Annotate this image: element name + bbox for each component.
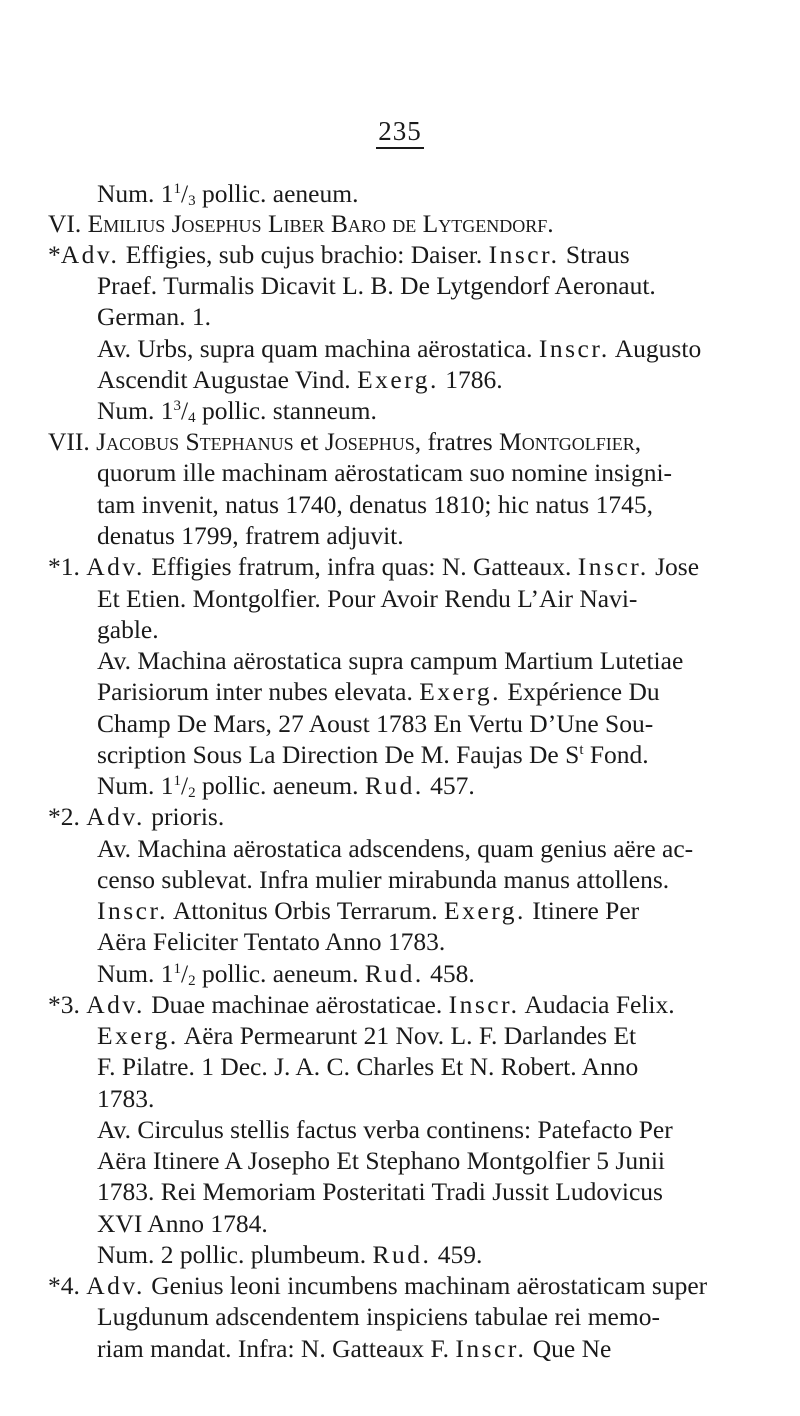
text-run: *2. — [48, 802, 87, 831]
text-run: Et Etien. Montgolfier. Pour Avoir Rendu L’Air Navi- — [97, 584, 638, 613]
text-run: gable. — [97, 615, 159, 644]
text-line — [97, 365, 503, 395]
text-line — [97, 334, 701, 364]
page-number: 235 — [0, 116, 800, 147]
text-run: Attonitus Orbis Terrarum. — [167, 896, 445, 925]
text-run: Audacia Felix. — [519, 990, 675, 1019]
text-run: * — [48, 240, 61, 269]
text-run: Num. 1 — [97, 179, 174, 208]
text-run: Exerg. — [357, 365, 439, 394]
text-line — [97, 1146, 665, 1176]
text-run: Josephus — [324, 427, 415, 456]
text-line — [97, 1021, 636, 1051]
text-run: Effigies, sub cujus brachio: Daiser. — [119, 240, 489, 269]
text-run: Adv. — [86, 990, 145, 1019]
text-run: Inscr. — [538, 334, 610, 363]
text-run: 457. — [423, 771, 475, 800]
text-run: Inscr. — [97, 896, 168, 925]
text-run: 1786. — [438, 365, 503, 394]
text-run: Parisiorum inter nubes elevata. — [97, 677, 420, 706]
text-line — [97, 646, 683, 676]
text-run: pollic. aeneum. — [195, 771, 365, 800]
text-run: 459. — [431, 1240, 483, 1269]
text-run: riam mandat. Infra: N. Gatteaux F. — [97, 1334, 456, 1363]
text-run: Effigies fratrum, infra quas: N. Gatteaux. — [144, 552, 578, 581]
text-run: Num. 2 pollic. plumbeum. — [97, 1240, 373, 1269]
text-line — [97, 865, 669, 895]
text-run: German. 1. — [97, 302, 212, 331]
text-run: Champ De Mars, 27 Aoust 1783 En Vertu D’Une Sou- — [97, 709, 654, 738]
text-line — [97, 1177, 663, 1207]
text-run: Aëra Permearunt 21 Nov. L. F. Darlandes Et — [178, 1021, 637, 1050]
text-line — [97, 1334, 611, 1364]
text-line — [97, 740, 649, 770]
text-line — [97, 896, 639, 926]
text-run: Ascendit Augustae Vind. — [97, 365, 358, 394]
text-run: quorum ille machinam aërostaticam suo nomine insigni- — [97, 458, 673, 487]
text-line — [48, 802, 224, 832]
text-line — [97, 834, 693, 864]
text-line — [97, 959, 475, 989]
text-line — [48, 209, 554, 239]
text-run: Jacobus Stephanus — [96, 427, 294, 456]
text-run: *3. — [48, 990, 87, 1019]
text-run: , fratres — [414, 427, 500, 456]
text-run: Rud. — [364, 771, 424, 800]
text-line — [97, 1115, 673, 1145]
text-line — [48, 240, 630, 270]
text-run: / — [181, 396, 189, 425]
text-run: Adv. — [86, 1271, 145, 1300]
text-run: Fond. — [583, 740, 649, 769]
text-run: Genius leoni incumbens machinam aërostaticam super — [144, 1271, 708, 1300]
text-run: Exerg. — [97, 1021, 179, 1050]
text-run: Adv. — [86, 552, 145, 581]
text-run: Aëra Feliciter Tentato Anno 1783. — [97, 927, 446, 956]
text-run: 3 — [173, 398, 181, 414]
text-run: scription Sous La Direction De M. Faujas De S — [97, 740, 580, 769]
text-run: Num. 1 — [97, 396, 174, 425]
text-run: Aëra Itinere A Josepho Et Stephano Montgolfier 5 Junii — [97, 1146, 665, 1175]
text-line — [97, 302, 211, 332]
text-run: Augusto — [609, 334, 702, 363]
text-run: Inscr. — [455, 1334, 527, 1363]
text-line — [97, 458, 672, 488]
text-line — [97, 396, 377, 426]
text-run: Duae machinae aërostaticae. — [144, 990, 449, 1019]
text-run: Inscr. — [448, 990, 520, 1019]
text-run: / — [181, 771, 189, 800]
text-run: VII. — [48, 427, 97, 456]
text-line — [97, 1302, 660, 1332]
text-run: t — [579, 742, 584, 758]
text-run: 1 — [173, 961, 181, 977]
text-run: Av. Urbs, supra quam machina aërostatica. — [97, 334, 539, 363]
text-line — [97, 521, 404, 551]
text-run: et — [293, 427, 325, 456]
text-line — [97, 271, 656, 301]
text-run: 458. — [423, 959, 475, 988]
text-run: Exerg. — [419, 677, 502, 706]
text-line — [48, 427, 641, 457]
text-run: 2 — [188, 973, 196, 989]
text-run: F. Pilatre. 1 Dec. J. A. C. Charles Et N. Robert. Anno — [97, 1052, 639, 1081]
text-run: Lugdunum adscendentem inspiciens tabulae rei memo- — [97, 1302, 660, 1331]
text-line — [97, 771, 475, 801]
text-run: Montgolfier — [499, 427, 635, 456]
text-run: denatus 1799, fratrem adjuvit. — [97, 521, 404, 550]
text-line — [97, 927, 445, 957]
text-run: Praef. Turmalis Dicavit L. B. De Lytgendorf Aeronaut. — [97, 271, 656, 300]
text-run: Inscr. — [577, 552, 649, 581]
text-run: Expérience Du — [501, 677, 660, 706]
text-run: Inscr. — [488, 240, 560, 269]
text-run: pollic. aeneum. — [195, 959, 365, 988]
text-run: Que Ne — [526, 1334, 612, 1363]
text-run: 3 — [188, 193, 196, 209]
text-run: 2 — [188, 785, 196, 801]
text-run: XVI Anno 1784. — [97, 1209, 268, 1238]
text-run: Adv. — [86, 802, 145, 831]
text-run: 4 — [188, 410, 196, 426]
text-run: *1. — [48, 552, 87, 581]
text-line — [97, 1209, 268, 1239]
text-line — [97, 677, 660, 707]
text-run: pollic. aeneum. — [195, 179, 359, 208]
text-run: Num. 1 — [97, 959, 174, 988]
text-run: Exerg. — [444, 896, 526, 925]
text-run: Adv. — [60, 240, 120, 269]
text-line — [48, 1271, 707, 1301]
text-line — [97, 615, 159, 645]
text-run: Num. 1 — [97, 771, 174, 800]
text-run: prioris. — [144, 802, 225, 831]
text-line — [48, 552, 699, 582]
text-line — [97, 1052, 638, 1082]
text-line — [97, 709, 653, 739]
text-run: Emilius Josephus Liber Baro de Lytgendorf. — [87, 209, 554, 238]
text-run: Rud. — [364, 959, 424, 988]
text-run: Straus — [559, 240, 630, 269]
text-line — [97, 490, 653, 520]
text-run: 1 — [173, 181, 181, 197]
text-run: / — [181, 179, 189, 208]
text-run: VI. — [48, 209, 88, 238]
text-line — [97, 1240, 482, 1270]
text-run: *4. — [48, 1271, 87, 1300]
text-run: Av. Machina aërostatica supra campum Martium Lutetiae — [97, 646, 684, 675]
text-run: censo sublevat. Infra mulier mirabunda manus attollens. — [97, 865, 670, 894]
text-line — [48, 990, 675, 1020]
text-run: 1783. — [97, 1084, 155, 1113]
text-line — [97, 179, 358, 209]
text-run: Itinere Per — [525, 896, 640, 925]
text-line — [97, 1084, 154, 1114]
text-run: pollic. stanneum. — [195, 396, 377, 425]
text-run: Av. Machina aërostatica adscendens, quam genius aëre ac- — [97, 834, 694, 863]
text-run: 1783. Rei Memoriam Posteritati Tradi Jussit Ludovicus — [97, 1177, 663, 1206]
text-run: , — [634, 427, 642, 456]
text-run: 1 — [173, 773, 181, 789]
text-run: Av. Circulus stellis factus verba continens: Patefacto Per — [97, 1115, 673, 1144]
text-line — [97, 584, 637, 614]
text-run: tam invenit, natus 1740, denatus 1810; hic natus 1745, — [97, 490, 653, 519]
text-run: / — [181, 959, 189, 988]
text-run: Jose — [648, 552, 700, 581]
text-run: Rud. — [372, 1240, 432, 1269]
